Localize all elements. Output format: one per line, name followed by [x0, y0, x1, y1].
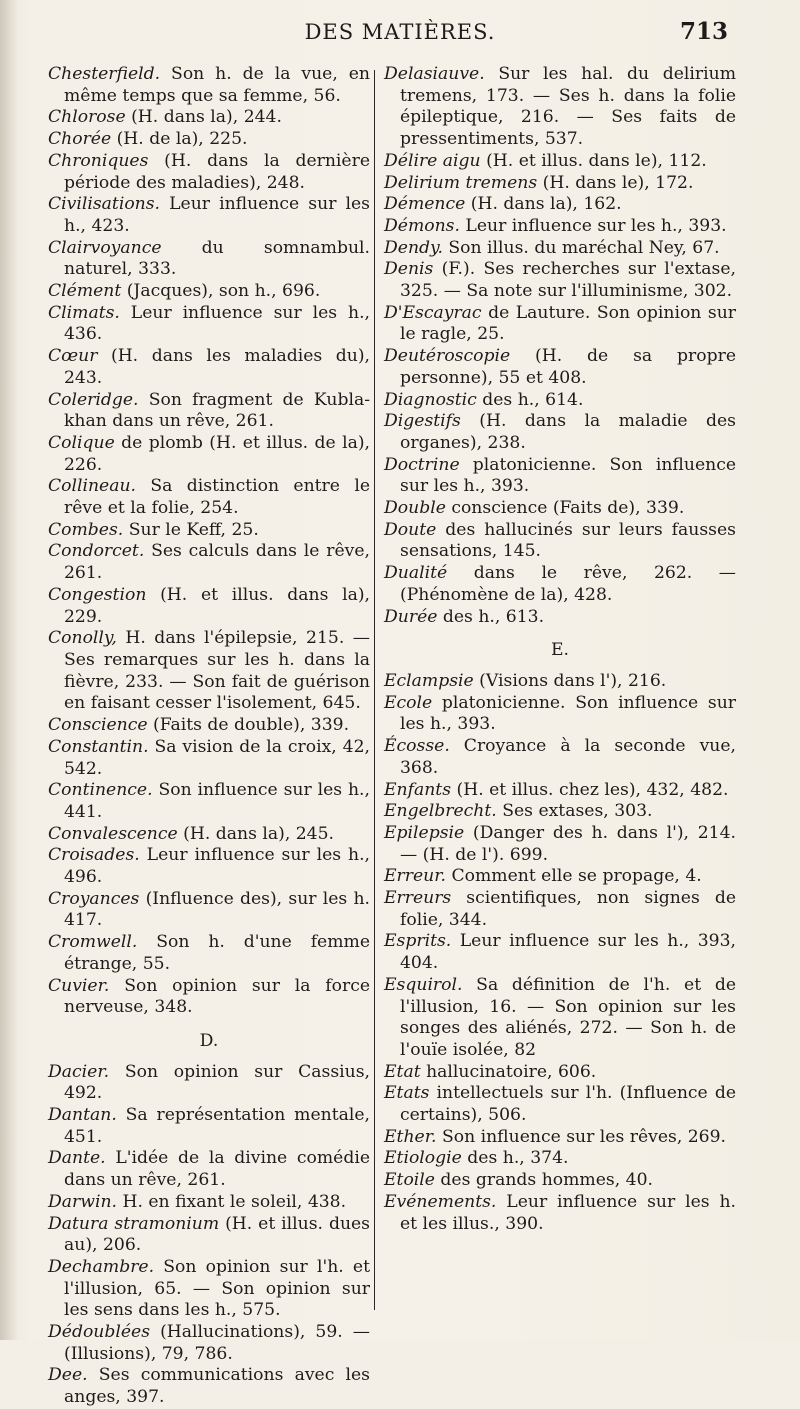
index-term: Esprits.: [384, 931, 452, 952]
index-references: Leur influence sur les h., 496.: [64, 845, 370, 888]
index-references: (H. dans les maladies du), 243.: [64, 346, 370, 388]
index-term: Combes.: [48, 519, 124, 540]
index-term: Dantan.: [48, 1105, 117, 1126]
index-references: des h., 613.: [437, 606, 545, 627]
section-letter: D.: [199, 1030, 219, 1051]
index-references: (H. dans la maladie des organes), 238.: [400, 411, 736, 453]
index-entry: [384, 303, 736, 346]
index-references: intellectuels sur l'h. (Influence de certains), 506.: [400, 1083, 736, 1126]
index-term: Conscience: [48, 715, 148, 736]
index-references: (F.). Ses recherches sur l'extase, 325. — Sa note sur l'illuminisme, 302.: [400, 259, 736, 302]
index-term: Erreur.: [384, 866, 447, 887]
index-term: Cromwell.: [48, 932, 138, 953]
index-references: (H. et illus. dues au), 206.: [64, 1213, 371, 1256]
index-term: Cœur: [48, 346, 98, 367]
index-references: Sa vision de la croix, 42, 542.: [64, 736, 370, 779]
index-term: Dédoublées: [48, 1322, 151, 1343]
index-entry: [48, 1148, 370, 1191]
index-entry: [384, 671, 736, 693]
index-term: Constantin.: [48, 736, 149, 757]
index-references: Son opinion sur l'h. et l'illusion, 65. — Son opinion sur les sens dans les h., 575.: [64, 1256, 370, 1321]
index-entry: [48, 824, 370, 846]
index-references: des grands hommes, 40.: [434, 1170, 653, 1191]
index-references: conscience (Faits de), 339.: [445, 498, 685, 519]
index-entry: [384, 64, 736, 151]
index-entry: [384, 346, 736, 389]
index-entry: [48, 129, 370, 151]
index-term: Continence.: [48, 780, 153, 801]
column-divider: [374, 70, 375, 1310]
index-references: hallucinatoire, 606.: [420, 1061, 597, 1082]
index-term: Chorée: [48, 129, 112, 150]
index-term: Congestion: [48, 584, 147, 605]
index-references: Croyance à la seconde vue, 368.: [400, 736, 736, 778]
index-references: Son influence sur les rêves, 269.: [436, 1126, 727, 1147]
index-entry: [48, 932, 370, 975]
index-references: (H. dans la), 244.: [125, 107, 282, 128]
index-entry: [48, 1105, 370, 1148]
index-entry: [384, 173, 736, 195]
index-references: Leur influence sur les h., 423.: [64, 194, 370, 236]
index-entry: [384, 1148, 736, 1170]
index-entry: [48, 1062, 370, 1105]
index-term: Écosse.: [384, 736, 450, 757]
index-references: de Lauture. Son opinion sur le ragle, 25.: [400, 302, 736, 345]
index-references: Sa représentation mentale, 451.: [64, 1105, 370, 1147]
index-entry: [384, 1127, 736, 1149]
index-term: Epilepsie: [384, 822, 465, 843]
index-entry: [384, 823, 736, 866]
index-term: Chroniques: [48, 150, 149, 171]
index-term: Datura stramonium: [48, 1213, 220, 1234]
index-references: (Jacques), son h., 696.: [121, 281, 321, 302]
index-term: D'Escayrac: [384, 302, 482, 323]
index-term: Deutéroscopie: [384, 346, 511, 367]
index-references: Ses calculs dans le rêve, 261.: [64, 541, 370, 584]
index-references: Leur influence sur les h., 393.: [459, 215, 727, 236]
index-entry: [384, 1192, 736, 1235]
index-references: (H. et illus. dans le), 112.: [480, 150, 707, 171]
index-term: Double: [384, 498, 446, 519]
index-references: des h., 374.: [461, 1148, 569, 1169]
index-references: (Faits de double), 339.: [147, 715, 350, 736]
index-term: Doute: [384, 519, 437, 540]
index-entry: [384, 1062, 736, 1084]
index-references: des hallucinés sur leurs fausses sensations, 145.: [400, 519, 736, 562]
index-term: Digestifs: [384, 411, 461, 432]
index-term: Delasiauve.: [384, 64, 485, 84]
index-term: Cuvier.: [48, 975, 110, 996]
index-term: Démence: [384, 194, 466, 215]
index-column-left: [48, 64, 370, 1409]
index-entry: [384, 563, 736, 606]
index-entry: [384, 780, 736, 802]
index-entry: [48, 1192, 370, 1214]
index-references: L'idée de la divine comédie dans un rêve, 261.: [64, 1148, 370, 1191]
index-references: Leur influence sur les h., 393, 404.: [400, 931, 736, 974]
index-references: platonicienne. Son influence sur les h., 393.: [400, 692, 736, 735]
index-references: (H. de sa propre personne), 55 et 408.: [400, 346, 736, 388]
index-entry: [384, 801, 736, 823]
index-entry: [384, 455, 736, 498]
page-number: 713: [680, 18, 729, 45]
index-references: Son illus. du maréchal Ney, 67.: [442, 237, 720, 258]
index-term: Croyances: [48, 888, 140, 909]
index-entry: [48, 238, 370, 281]
index-references: Leur influence sur les h. et les illus., 390.: [400, 1191, 736, 1234]
index-references: (H. de la), 225.: [111, 129, 248, 150]
index-references: Sa définition de l'h. et de l'illusion, 16. — Son opinion sur les songes des aliénés, 272. — Son h. de l'ouïe isolée, 82: [400, 974, 736, 1060]
index-references: Son h. de la vue, en même temps que sa femme, 56.: [64, 64, 370, 106]
index-entry: [48, 1322, 370, 1365]
index-references: (H. dans la dernière période des maladies), 248.: [64, 150, 370, 193]
index-references: (Visions dans l'), 216.: [473, 670, 667, 691]
index-entry: [48, 281, 370, 303]
index-entry: [48, 628, 370, 715]
index-term: Ether.: [384, 1126, 437, 1147]
index-entry: [48, 476, 370, 519]
index-entry: [384, 693, 736, 736]
index-references: (Influence des), sur les h. 417.: [64, 888, 370, 931]
index-entry: [384, 151, 736, 173]
index-references: (H. dans le), 172.: [537, 172, 694, 193]
index-references: de plomb (H. et illus. de la), 226.: [64, 432, 370, 475]
index-entry: [48, 390, 370, 433]
index-references: H. en fixant le soleil, 438.: [117, 1191, 347, 1212]
index-term: Durée: [384, 606, 438, 627]
index-entry: [48, 541, 370, 584]
index-entry: [384, 498, 736, 520]
index-term: Eclampsie: [384, 670, 474, 691]
index-references: Sur les hal. du delirium tremens, 173. — Ses h. dans la folie épileptique, 216. — Ses faits de pressentiments, 537.: [400, 64, 736, 150]
index-term: Condorcet.: [48, 541, 145, 562]
index-entry: [48, 976, 370, 1019]
index-entry: [384, 736, 736, 779]
index-entry: [384, 888, 736, 931]
index-entry: [384, 607, 736, 629]
index-entry: [48, 64, 370, 107]
index-entry: [384, 975, 736, 1062]
index-entry: [384, 216, 736, 238]
index-entry: [48, 737, 370, 780]
index-term: Dee.: [48, 1365, 88, 1386]
index-term: Etiologie: [384, 1148, 462, 1169]
index-entry: [48, 1214, 370, 1257]
index-references: Ses communications avec les anges, 397.: [64, 1365, 370, 1408]
index-term: Etat: [384, 1061, 421, 1082]
index-entry: [384, 238, 736, 260]
running-header: DES MATIÈRES.: [304, 20, 496, 44]
index-term: Civilisations.: [48, 194, 161, 215]
index-term: Etats: [384, 1083, 430, 1104]
index-references: Son opinion sur Cassius, 492.: [64, 1061, 370, 1104]
index-entry: [48, 585, 370, 628]
index-term: Dendy.: [384, 237, 443, 258]
index-entry: [48, 780, 370, 823]
index-references: (Hallucinations), 59. — (Illusions), 79, 786.: [64, 1322, 370, 1364]
index-references: du somnambul. naturel, 333.: [64, 237, 370, 280]
index-entry: [384, 931, 736, 974]
index-references: (H. et illus. chez les), 432, 482.: [451, 779, 729, 800]
index-entry: [384, 1170, 736, 1192]
index-references: Sa distinction entre le rêve et la folie, 254.: [64, 476, 370, 519]
index-references: dans le rêve, 262. — (Phénomène de la), 428.: [400, 563, 736, 605]
index-references: (H. dans la), 245.: [177, 823, 335, 844]
index-entry: [48, 1257, 370, 1322]
index-references: (Danger des h. dans l'), 214. — (H. de l'). 699.: [400, 822, 736, 865]
section-letter: E.: [550, 640, 569, 661]
index-entry: [384, 259, 736, 302]
index-term: Delirium tremens: [384, 172, 538, 193]
index-term: Esquirol.: [384, 974, 463, 995]
index-term: Darwin.: [48, 1191, 117, 1212]
index-term: Engelbrecht.: [384, 801, 497, 822]
index-entry: [48, 433, 370, 476]
index-references: Son influence sur les h., 441.: [64, 780, 370, 822]
index-term: Dualité: [384, 563, 448, 584]
index-term: Clément: [48, 281, 122, 302]
index-references: platonicienne. Son influence sur les h., 393.: [400, 454, 736, 497]
index-entry: [48, 715, 370, 737]
index-term: Convalescence: [48, 823, 178, 844]
index-term: Climats.: [48, 302, 120, 323]
index-term: Dante.: [48, 1148, 106, 1169]
index-references: Leur influence sur les h., 436.: [64, 302, 370, 345]
index-references: Son opinion sur la force nerveuse, 348.: [64, 975, 370, 1018]
index-references: Sur le Keff, 25.: [123, 519, 259, 540]
index-references: Son fragment de Kubla-khan dans un rêve, 261.: [64, 389, 370, 432]
index-entry: [48, 845, 370, 888]
index-term: Conolly,: [48, 628, 117, 649]
index-entry: [384, 866, 736, 888]
index-term: Démons.: [384, 215, 460, 236]
index-entry: [48, 346, 370, 389]
index-term: Erreurs: [384, 888, 452, 909]
index-entry: [384, 411, 736, 454]
index-references: Comment elle se propage, 4.: [446, 866, 702, 887]
index-term: Croisades.: [48, 845, 140, 866]
index-entry: [48, 1365, 370, 1408]
binding-shadow: [0, 0, 18, 1340]
index-term: Colique: [48, 432, 115, 453]
index-term: Dacier.: [48, 1061, 110, 1082]
index-entry: [48, 520, 370, 542]
index-entry: [384, 390, 736, 412]
index-term: Denis: [384, 259, 434, 280]
index-entry: [48, 194, 370, 237]
index-entry: [48, 889, 370, 932]
index-entry: [384, 1083, 736, 1126]
index-term: Clairvoyance: [48, 237, 162, 258]
index-term: Doctrine: [384, 454, 460, 475]
index-references: des h., 614.: [476, 389, 584, 410]
index-entry: [48, 303, 370, 346]
index-references: Son h. d'une femme étrange, 55.: [64, 932, 370, 974]
index-term: Chesterfield.: [48, 64, 161, 84]
index-entry: [384, 194, 736, 216]
index-term: Dechambre.: [48, 1256, 155, 1277]
index-term: Evénements.: [384, 1191, 497, 1212]
index-entry: [48, 151, 370, 194]
index-term: Diagnostic: [384, 389, 477, 410]
index-references: scientifiques, non signes de folie, 344.: [400, 888, 736, 930]
index-references: (H. dans la), 162.: [465, 194, 622, 215]
index-entry: [384, 520, 736, 563]
index-term: Etoile: [384, 1170, 435, 1191]
index-term: Enfants: [384, 779, 452, 800]
index-references: Ses extases, 303.: [496, 801, 653, 822]
index-term: Coleridge.: [48, 389, 139, 410]
index-column-right: [384, 64, 736, 1235]
index-term: Délire aigu: [384, 150, 481, 171]
index-term: Collineau.: [48, 476, 137, 497]
index-term: Chlorose: [48, 107, 126, 128]
index-references: H. dans l'épilepsie, 215. — Ses remarques sur les h. dans la fièvre, 233. — Son fait de guérison en faisant cesser l'isolement, 645.: [64, 628, 370, 714]
index-references: (H. et illus. dans la), 229.: [64, 584, 370, 627]
index-entry: [48, 107, 370, 129]
index-term: Ecole: [384, 692, 433, 713]
